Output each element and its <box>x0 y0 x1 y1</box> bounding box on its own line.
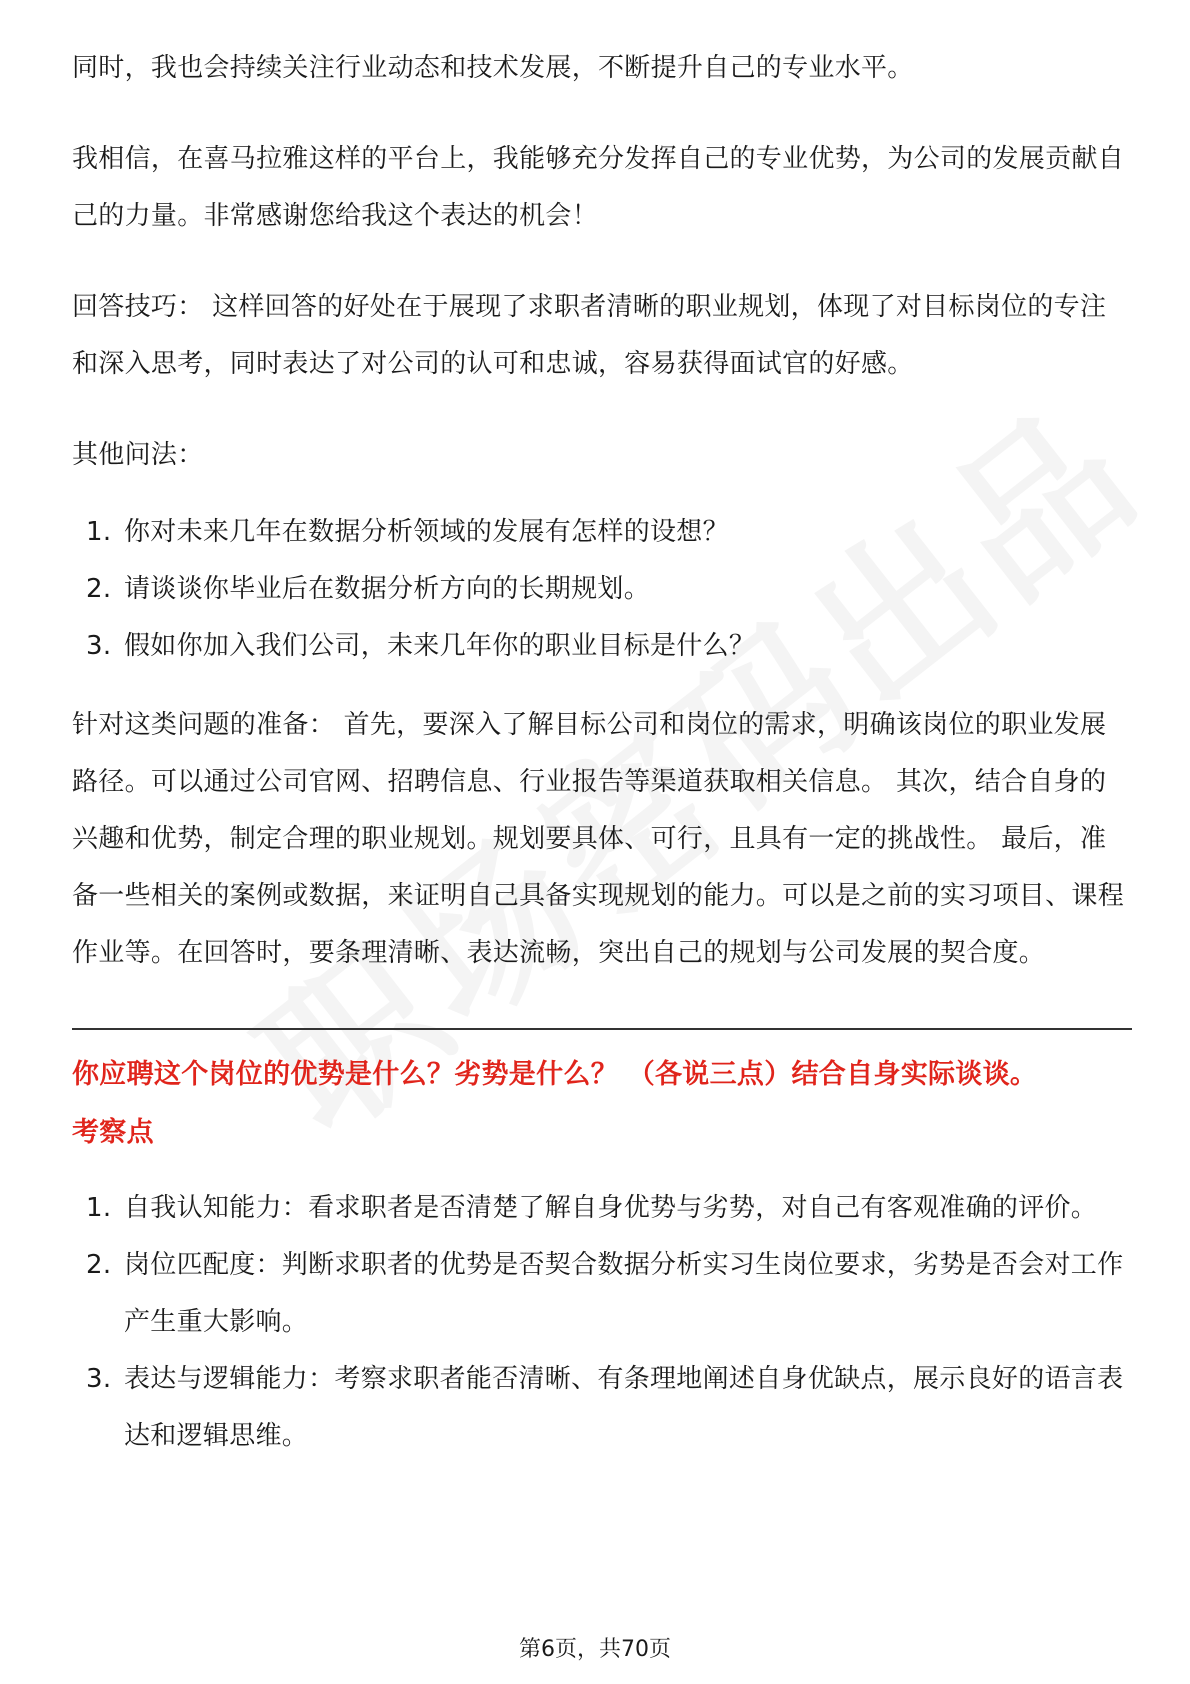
list-item: 1. 自我认知能力：看求职者是否清楚了解自身优势与劣势，对自己有客观准确的评价。 <box>86 1193 1098 1223</box>
other-questions-list <box>72 504 1132 675</box>
section-divider <box>72 1028 1132 1030</box>
paragraph-preparation: 针对这类问题的准备： 首先，要深入了解目标公司和岗位的需求，明确该岗位的职业发展路径。可以通过公司官网、招聘信息、行业报告等渠道获取相关信息。 其次，结合自身的兴趣和优势，制定合理的职业规划。规划要具体、可行，且具有一定的挑战性。 最后，准备一些相关的案例或数据，来证明自己具备实现规划的能力。可以是之前的实习项目、课程作业等。在回答时，要条理清晰、表达流畅，突出自己的规划与公司发展的契合度。 <box>72 710 1125 968</box>
paragraph-answer-tips: 回答技巧： 这样回答的好处在于展现了求职者清晰的职业规划，体现了对目标岗位的专注和深入思考，同时表达了对公司的认可和忠诚，容易获得面试官的好感。 <box>72 292 1107 379</box>
page-footer: 第6页，共70页 <box>519 1637 671 1662</box>
paragraph-belief: 我相信，在喜马拉雅这样的平台上，我能够充分发挥自己的专业优势，为公司的发展贡献自己的力量。非常感谢您给我这个表达的机会！ <box>72 144 1125 231</box>
examine-label: 考察点 <box>72 1117 154 1148</box>
list-item: 3. 假如你加入我们公司，未来几年你的职业目标是什么？ <box>86 631 756 661</box>
list-item: 2. 请谈谈你毕业后在数据分析方向的长期规划。 <box>86 574 651 604</box>
question-title: 你应聘这个岗位的优势是什么？劣势是什么？ （各说三点）结合自身实际谈谈。 <box>72 1059 1038 1090</box>
other-questions-label: 其他问法： <box>72 440 204 470</box>
paragraph-continue-learning: 同时，我也会持续关注行业动态和技术发展，不断提升自己的专业水平。 <box>72 53 914 83</box>
list-item: 3. 表达与逻辑能力：考察求职者能否清晰、有条理地阐述自身优缺点，展示良好的语言表达和逻辑思维。 <box>86 1364 1124 1451</box>
document-page <box>72 40 1132 1465</box>
list-item: 2. 岗位匹配度：判断求职者的优势是否契合数据分析实习生岗位要求，劣势是否会对工作产生重大影响。 <box>86 1250 1124 1337</box>
list-item: 1. 你对未来几年在数据分析领域的发展有怎样的设想？ <box>86 517 729 547</box>
examine-points-list <box>72 1180 1132 1465</box>
